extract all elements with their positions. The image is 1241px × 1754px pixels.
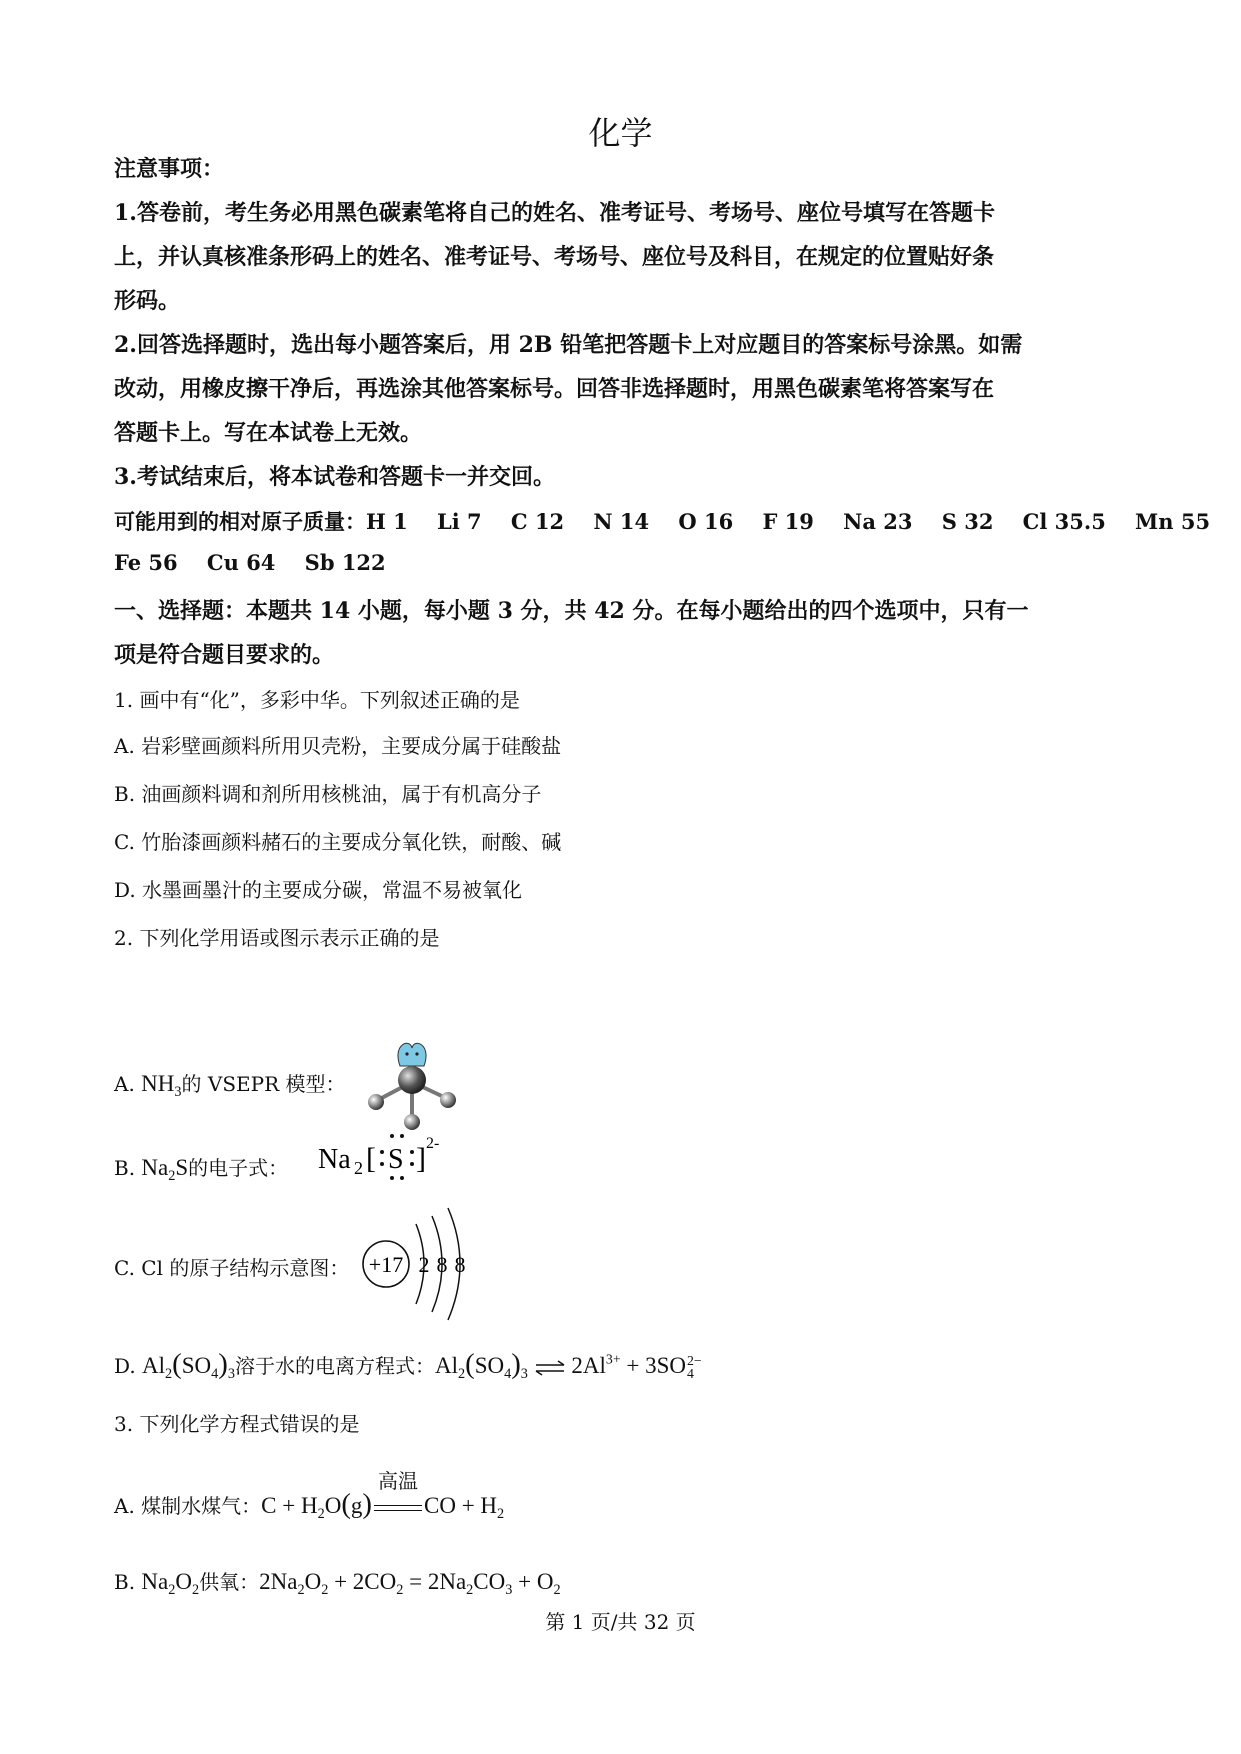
shell-3-electrons: 8 — [454, 1252, 466, 1277]
q3-a-label: A. 煤制水煤气： — [114, 1494, 262, 1518]
notice-line-2: 上，并认真核准条形码上的姓名、准考证号、考场号、座位号及科目，在规定的位置贴好条 — [114, 244, 995, 270]
q3-stem: 3. 下列化学方程式错误的是 — [114, 1412, 360, 1436]
svg-text:S: S — [388, 1144, 404, 1175]
q3-option-b — [114, 1566, 561, 1599]
q2-stem: 2. 下列化学用语或图示表示正确的是 — [114, 926, 440, 950]
notice-heading: 注意事项： — [114, 156, 225, 182]
na2o2-formula: $Na_2O_2$ — [141, 1569, 200, 1598]
q2-d-text: 溶于水的电离方程式： — [234, 1354, 435, 1378]
ionization-equation: $Al_2(SO_4)_3$ $2Al^{3+} + 3SO$ 2− 4 — [434, 1348, 702, 1382]
q2-option-a — [114, 1068, 346, 1101]
notice-line-1: 1.答卷前，考生务必用黑色碳素笔将自己的姓名、准考证号、考场号、座位号填写在答题卡 — [114, 200, 995, 226]
oxygen-supply-equation: $2Na_2O_2 + 2CO_2 = 2Na_2CO_3 + O_2$ — [259, 1569, 561, 1598]
q3-option-a — [114, 1468, 505, 1523]
svg-text:2: 2 — [354, 1158, 363, 1178]
al2so43-formula: $Al_2(SO_4)_3$ — [142, 1348, 235, 1382]
atomic-masses-line-1: 可能用到的相对原子质量：H 1 Li 7 C 12 N 14 O 16 F 19 Na 23 S 32 Cl 35.5 Mn 55 — [114, 509, 1211, 534]
q2-d-label: D. — [114, 1354, 136, 1378]
q2-b-label: B. — [114, 1156, 136, 1180]
notice-line-3: 形码。 — [114, 288, 181, 314]
q2-a-text: 的 VSEPR 模型： — [181, 1072, 346, 1096]
na2s-formula: $Na_2S$ — [141, 1155, 189, 1184]
nucleus-charge: +17 — [368, 1252, 404, 1277]
q2-option-d — [114, 1348, 702, 1383]
q3-b-label: B. — [114, 1570, 136, 1594]
high-temperature-label: 高温 — [378, 1468, 418, 1493]
notice-line-7: 3.考试结束后，将本试卷和答题卡一并交回。 — [114, 464, 555, 490]
svg-text:2-: 2- — [426, 1135, 440, 1152]
nh3-vsepr-model — [364, 1038, 464, 1138]
notice-line-6: 答题卡上。写在本试卷上无效。 — [114, 420, 423, 446]
atomic-masses-line-2: Fe 56 Cu 64 Sb 122 — [114, 550, 386, 575]
page-title: 化学 — [588, 114, 653, 152]
svg-text:[: [ — [366, 1142, 376, 1175]
shell-1-electrons: 2 — [418, 1252, 430, 1277]
q2-a-label: A. — [114, 1072, 135, 1096]
page-footer: 第 1 页/共 32 页 — [545, 1610, 696, 1634]
q2-option-b — [114, 1152, 288, 1185]
q1-option-b: B. 油画颜料调和剂所用核桃油，属于有机高分子 — [114, 782, 542, 806]
notice-line-5: 改动，用橡皮擦干净后，再选涂其他答案标号。回答非选择题时，用黑色碳素笔将答案写在 — [114, 376, 995, 402]
q1-option-c: C. 竹胎漆画颜料赭石的主要成分氧化铁，耐酸、碱 — [114, 830, 562, 854]
q3-b-text: 供氧： — [199, 1570, 260, 1594]
section-heading-line-2: 项是符合题目要求的。 — [114, 642, 335, 668]
svg-text:Na: Na — [318, 1144, 351, 1175]
water-gas-equation: $C + H_2O(g)$ 高温 CO + $H_2$ — [261, 1493, 504, 1518]
shell-2-electrons: 8 — [436, 1252, 448, 1277]
q1-stem: 1. 画中有“化”，多彩中华。下列叙述正确的是 — [114, 688, 520, 712]
reaction-condition — [372, 1468, 424, 1519]
section-heading-line-1: 一、选择题：本题共 14 小题，每小题 3 分，共 42 分。在每小题给出的四个选项中，只有一 — [114, 598, 1029, 624]
nh3-formula: $NH_3$ — [141, 1071, 182, 1100]
svg-text:]: ] — [416, 1142, 426, 1175]
reversible-arrow-icon — [534, 1360, 566, 1376]
cl-atomic-structure-diagram — [360, 1206, 480, 1322]
q2-b-text: 的电子式： — [188, 1156, 289, 1180]
q1-option-a: A. 岩彩壁画颜料所用贝壳粉，主要成分属于硅酸盐 — [114, 734, 562, 758]
notice-line-4: 2.回答选择题时，选出每小题答案后，用 2B 铅笔把答题卡上对应题目的答案标号涂黑。如需 — [114, 332, 1023, 358]
na2s-electron-formula — [318, 1126, 468, 1192]
q1-option-d: D. 水墨画墨汁的主要成分碳，常温不易被氧化 — [114, 878, 523, 902]
q2-option-c: C. Cl 的原子结构示意图： — [114, 1256, 350, 1280]
